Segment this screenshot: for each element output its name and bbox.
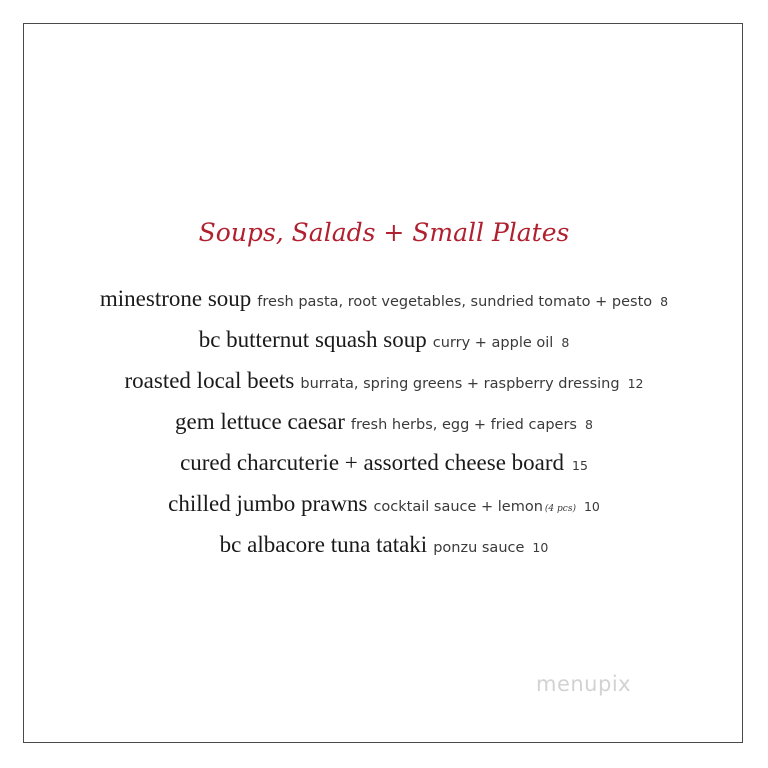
dish-price: 8 — [561, 335, 570, 350]
dish-description: ponzu sauce — [433, 540, 525, 556]
dish-price: 12 — [627, 376, 644, 391]
menu-item — [0, 448, 768, 489]
dish-name: bc butternut squash soup — [198, 327, 427, 352]
dish-name: roasted local beets — [124, 368, 295, 393]
dish-description: cocktail sauce + lemon — [373, 499, 543, 515]
menu-item — [0, 407, 768, 448]
dish-price: 10 — [583, 499, 600, 514]
menu-item — [0, 366, 768, 407]
dish-description: burrata, spring greens + raspberry dressing — [300, 376, 620, 392]
menu-item — [0, 325, 768, 366]
section-title: Soups, Salads + Small Plates — [198, 218, 570, 247]
menu-item — [0, 284, 768, 325]
dish-name: minestrone soup — [99, 286, 252, 311]
dish-price: 8 — [585, 417, 593, 432]
dish-name: cured charcuterie + assorted cheese board — [180, 450, 565, 475]
dish-price: 8 — [660, 294, 669, 309]
dish-description: fresh herbs, egg + fried capers — [350, 417, 577, 433]
dish-description: fresh pasta, root vegetables, sundried tomato + pesto — [257, 294, 653, 310]
watermark-logo: menupix — [536, 672, 632, 696]
dish-description: curry + apple oil — [432, 335, 554, 351]
dish-price: 15 — [572, 458, 588, 473]
menu-item — [0, 530, 768, 571]
dish-price: 10 — [532, 540, 549, 555]
menu-item — [0, 489, 768, 530]
menu-list — [0, 284, 768, 571]
dish-name: bc albacore tuna tataki — [219, 532, 428, 557]
dish-quantity-note: (4 pcs) — [544, 504, 576, 514]
dish-name: gem lettuce caesar — [175, 409, 345, 434]
dish-name: chilled jumbo prawns — [168, 491, 368, 516]
